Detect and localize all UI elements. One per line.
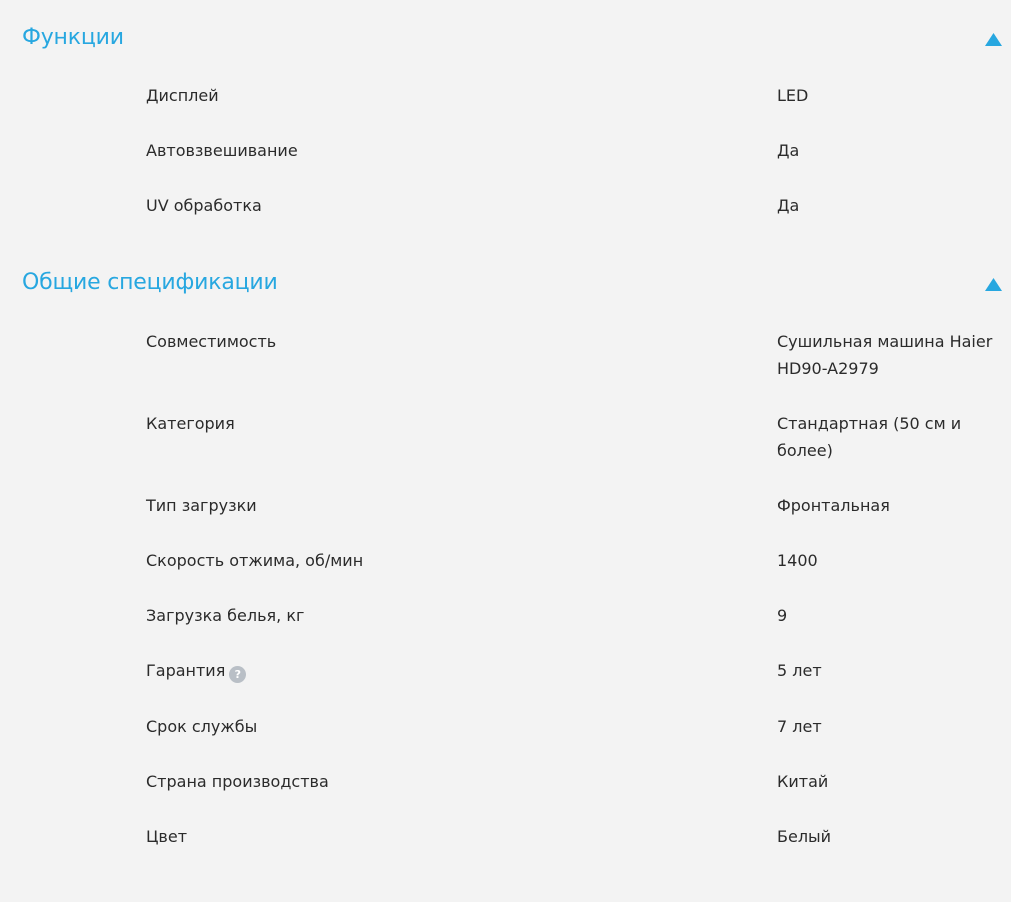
spec-label: Совместимость [146,332,277,351]
spec-value: Фронтальная [777,496,890,515]
spec-value: 1400 [777,551,818,570]
spec-value: Да [777,196,800,215]
spec-value: Китай [777,772,829,791]
section-title: Функции [22,25,124,50]
spec-value: Да [777,141,800,160]
spec-label: Скорость отжима, об/мин [146,551,364,570]
spec-label: Срок службы [146,717,258,736]
collapse-caret-up-icon[interactable] [985,278,1002,291]
section-header-functions[interactable] [22,22,1002,54]
spec-value: 7 лет [777,717,822,736]
spec-value: 9 [777,606,788,625]
spec-label: UV обработка [146,196,262,215]
spec-value: LED [777,86,809,105]
spec-label-with-help [146,657,246,684]
spec-label: Автовзвешивание [146,141,298,160]
section-title: Общие спецификации [22,270,278,295]
spec-label: Дисплей [146,86,219,105]
spec-label: Цвет [146,827,188,846]
spec-value: 5 лет [777,661,822,680]
spec-label: Страна производства [146,772,329,791]
collapse-caret-up-icon[interactable] [985,33,1002,46]
spec-label: Загрузка белья, кг [146,606,305,625]
spec-label: Категория [146,414,235,433]
spec-value: Сушильная машина Haier HD90-A2979 [777,332,993,378]
spec-label: Тип загрузки [146,496,257,515]
help-question-icon[interactable]: ? [229,666,246,683]
section-header-general-specs[interactable] [22,267,1002,299]
spec-value: Белый [777,827,832,846]
spec-value: Стандартная (50 см и более) [777,414,962,460]
spec-label-text: Гарантия [146,661,226,680]
